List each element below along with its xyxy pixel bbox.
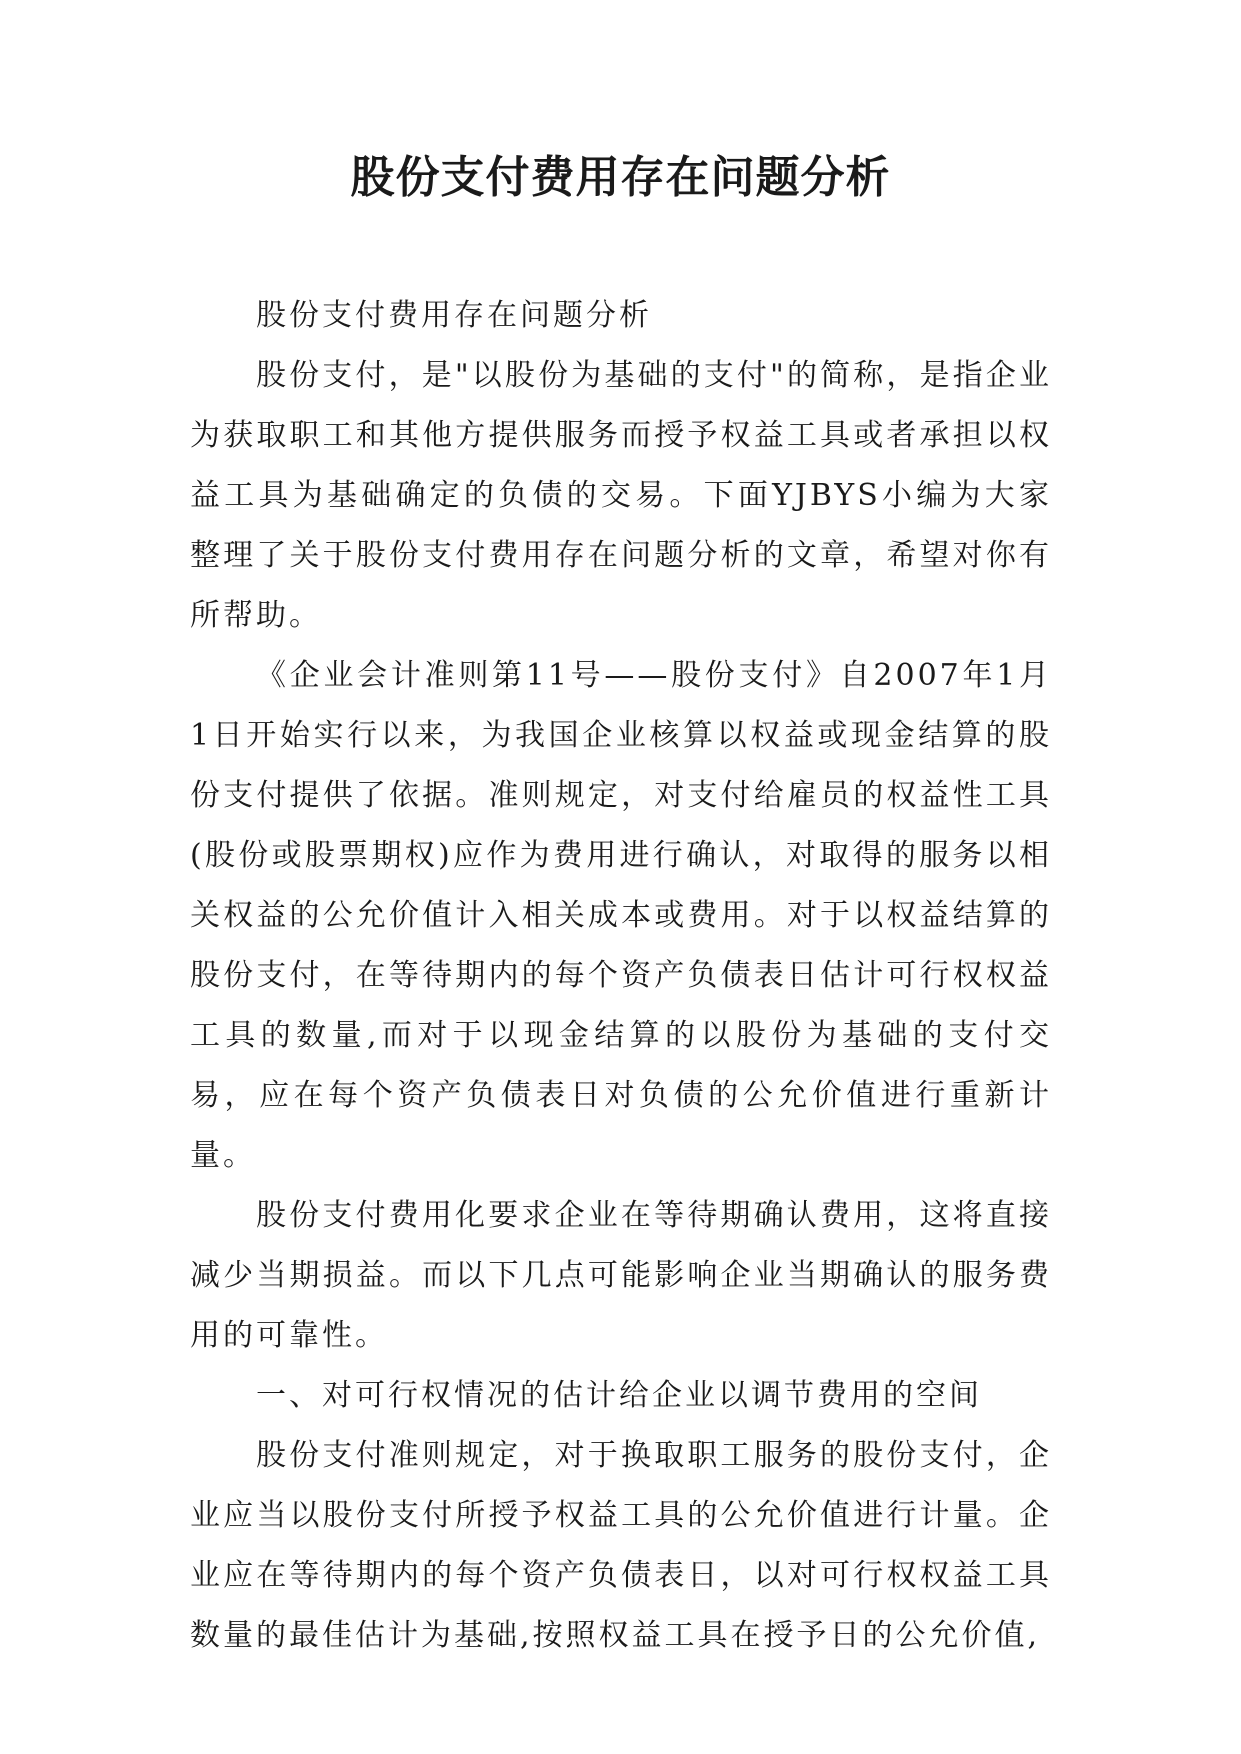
- section-heading-1: 一、对可行权情况的估计给企业以调节费用的空间: [256, 1378, 982, 1413]
- document-title: 股份支付费用存在问题分析: [350, 152, 891, 203]
- paragraph-expensing: 股份支付费用化要求企业在等待期确认费用，这将直接减少当期损益。而以下几点可能影响企业当期确认的服务费用的可靠性。: [190, 1198, 1052, 1353]
- document-body: [190, 286, 1052, 1666]
- paragraph-definition: 股份支付，是"以股份为基础的支付"的简称，是指企业为获取职工和其他方提供服务而授予权益工具或者承担以权益工具为基础确定的负债的交易。下面YJBYS小编为大家整理了关于股份支付费用存在问题分析的文章，希望对你有所帮助。: [190, 358, 1052, 633]
- paragraph-measurement: 股份支付准则规定，对于换取职工服务的股份支付，企业应当以股份支付所授予权益工具的公允价值进行计量。企业应在等待期内的每个资产负债表日，以对可行权权益工具数量的最佳估计为基础,按照权益工具在授予日的公允价值,: [190, 1438, 1052, 1653]
- paragraph-standard: 《企业会计准则第11号——股份支付》自2007年1月1日开始实行以来，为我国企业核算以权益或现金结算的股份支付提供了依据。准则规定，对支付给雇员的权益性工具(股份或股票期权)应作为费用进行确认，对取得的服务以相关权益的公允价值计入相关成本或费用。对于以权益结算的股份支付，在等待期内的每个资产负债表日估计可行权权益工具的数量,而对于以现金结算的以股份为基础的支付交易，应在每个资产负债表日对负债的公允价值进行重新计量。: [190, 658, 1052, 1173]
- paragraph-subtitle: 股份支付费用存在问题分析: [256, 298, 652, 333]
